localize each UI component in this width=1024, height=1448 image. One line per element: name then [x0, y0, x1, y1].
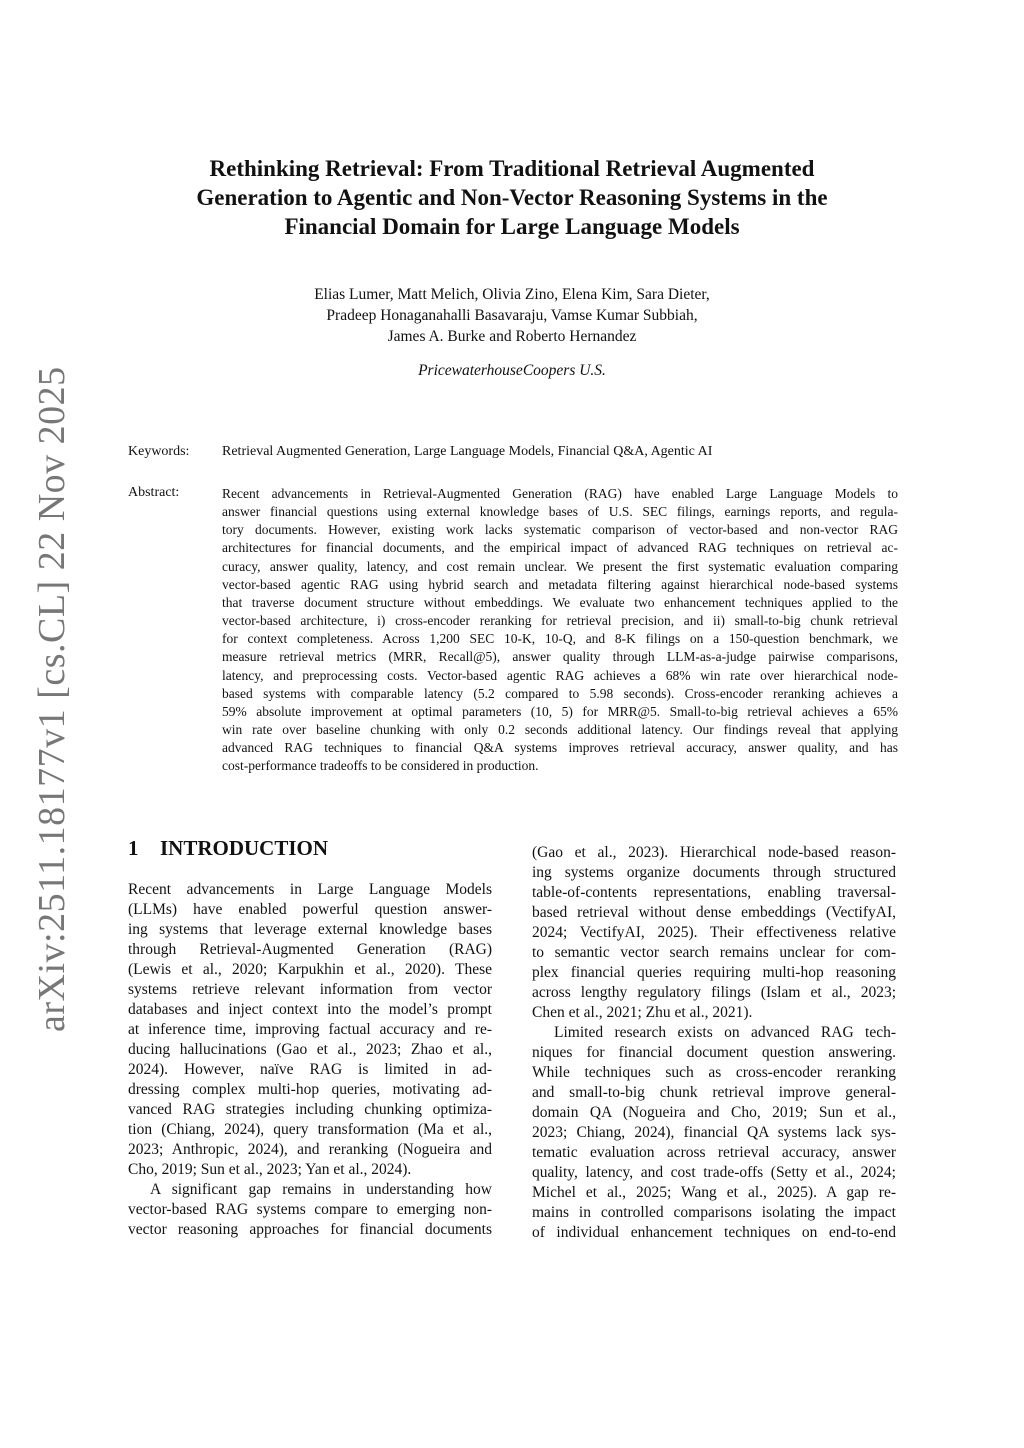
body-line: Michel et al., 2025; Wang et al., 2025). A gap re-: [532, 1184, 896, 1201]
body-line: vector reasoning approaches for financial documents: [128, 1221, 492, 1238]
body-line: Chen et al., 2021; Zhu et al., 2021).: [532, 1004, 753, 1021]
author-line: Pradeep Honaganahalli Basavaraju, Vamse Kumar Subbiah,: [326, 307, 698, 324]
title-line: Rethinking Retrieval: From Traditional Retrieval Augmented: [209, 156, 815, 181]
body-line: 2024). However, naïve RAG is limited in ad-: [128, 1061, 492, 1078]
keywords-label: Keywords:: [128, 444, 190, 459]
right-column: [532, 843, 896, 1243]
body-line: 2023; Chiang, 2024), financial QA systems lack sys-: [532, 1124, 896, 1141]
body-line: systems retrieve relevant information from vector: [128, 981, 492, 998]
abstract-line: 59% absolute improvement at optimal parameters (10, 5) for MRR@5. Small-to-big retrieval achieves a 65%: [222, 703, 898, 719]
paper-title: [150, 154, 874, 241]
body-line: across lengthy regulatory filings (Islam et al., 2023;: [532, 984, 896, 1001]
abstract-line: measure retrieval metrics (MRR, Recall@5), answer quality through LLM-as-a-judge pairwise comparisons,: [222, 649, 898, 665]
body-line: A significant gap remains in understanding how: [150, 1181, 492, 1198]
body-line: to semantic vector search remains unclear for com-: [532, 944, 896, 961]
body-line: Recent advancements in Large Language Models: [128, 881, 492, 898]
body-line: quality, latency, and cost trade-offs (Setty et al., 2024;: [532, 1164, 896, 1181]
author-list: [200, 284, 824, 347]
abstract-line: cost-performance tradeoffs to be considered in production.: [222, 758, 539, 774]
body-line: databases and inject context into the model’s prompt: [128, 1001, 492, 1018]
abstract-line: curacy, answer quality, latency, and cost remain unclear. We present the first systematic evaluation comparing: [222, 558, 898, 574]
body-line: While techniques such as cross-encoder reranking: [532, 1064, 896, 1081]
abstract-line: based systems with comparable latency (5.2 compared to 5.98 seconds). Cross-encoder reranking achieves a: [222, 685, 898, 701]
body-line: Limited research exists on advanced RAG tech-: [554, 1024, 896, 1041]
abstract-line: tory documents. However, existing work lacks systematic comparison of vector-based and non-vector RAG: [222, 522, 898, 538]
body-line: at inference time, improving factual accuracy and re-: [128, 1021, 492, 1038]
body-line: tion (Chiang, 2024), query transformation (Ma et al.,: [128, 1121, 492, 1138]
body-line: ing systems organize documents through structured: [532, 864, 896, 881]
body-line: 2023; Anthropic, 2024), and reranking (Nogueira and: [128, 1141, 492, 1158]
body-line: tematic evaluation across retrieval accuracy, answer: [532, 1144, 896, 1161]
abstract-line: vector-based agentic RAG using hybrid search and metadata filtering against hierarchical node-based systems: [222, 576, 898, 592]
abstract-line: answer financial questions using external knowledge bases of U.S. SEC filings, earnings reports, and regula-: [222, 504, 898, 520]
body-line: (LLMs) have enabled powerful question answer-: [128, 901, 492, 918]
body-line: domain QA (Nogueira and Cho, 2019; Sun et al.,: [532, 1104, 896, 1121]
abstract-line: latency, and preprocessing costs. Vector-based agentic RAG achieves a 68% win rate over hierarchical node-: [222, 667, 898, 683]
abstract-line: advanced RAG techniques to financial Q&A systems improves retrieval accuracy, answer quality, and has: [222, 740, 898, 756]
author-line: Elias Lumer, Matt Melich, Olivia Zino, Elena Kim, Sara Dieter,: [314, 286, 710, 303]
body-line: mains in controlled comparisons isolating the impact: [532, 1204, 896, 1221]
body-line: dressing complex multi-hop queries, motivating ad-: [128, 1081, 492, 1098]
abstract-label: Abstract:: [128, 485, 180, 500]
abstract-line: for context completeness. Across 1,200 SEC 10-K, 10-Q, and 8-K filings on a 150-question benchmark, we: [222, 631, 898, 647]
section-heading: [128, 836, 328, 861]
body-line: vector-based RAG systems compare to emerging non-: [128, 1201, 492, 1218]
arxiv-identifier: arXiv:2511.18177v1 [cs.CL] 22 Nov 2025: [31, 366, 73, 1032]
body-line: through Retrieval-Augmented Generation (RAG): [128, 941, 492, 958]
body-line: plex financial queries requiring multi-hop reasoning: [532, 964, 896, 981]
body-line: niques for financial document question answering.: [532, 1044, 896, 1061]
body-line: ducing hallucinations (Gao et al., 2023; Zhao et al.,: [128, 1041, 492, 1058]
body-line: based retrieval without dense embeddings (VectifyAI,: [532, 904, 896, 921]
abstract-line: win rate over baseline chunking with only 0.2 seconds additional latency. Our findings reveal that applying: [222, 722, 898, 738]
left-column: [128, 880, 492, 1240]
body-line: (Lewis et al., 2020; Karpukhin et al., 2020). These: [128, 961, 492, 978]
abstract-line: that traverse document structure without embeddings. We evaluate two enhancement techniques applied to the: [222, 594, 898, 610]
body-line: vanced RAG strategies including chunking optimiza-: [128, 1101, 492, 1118]
abstract-line: vector-based architecture, i) cross-encoder reranking for retrieval precision, and ii) small-to-big chunk retrieval: [222, 613, 898, 629]
keywords-text: Retrieval Augmented Generation, Large Language Models, Financial Q&A, Agentic AI: [222, 444, 713, 459]
author-line: James A. Burke and Roberto Hernandez: [387, 328, 637, 345]
abstract-line: architectures for financial documents, and the empirical impact of advanced RAG techniques on retrieval ac-: [222, 540, 898, 556]
body-line: of individual enhancement techniques on end-to-end: [532, 1224, 896, 1241]
affiliation: PricewaterhouseCoopers U.S.: [418, 362, 606, 379]
abstract-line: Recent advancements in Retrieval-Augmented Generation (RAG) have enabled Large Language Models to: [222, 486, 898, 501]
body-line: and small-to-big chunk retrieval improve general-: [532, 1084, 896, 1101]
abstract-body: [222, 485, 898, 776]
body-line: table-of-contents representations, enabling traversal-: [532, 884, 896, 901]
body-line: 2024; VectifyAI, 2025). Their effectiveness relative: [532, 924, 896, 941]
section-title: INTRODUCTION: [160, 836, 329, 860]
body-line: (Gao et al., 2023). Hierarchical node-based reason-: [532, 844, 896, 861]
body-line: ing systems that leverage external knowledge bases: [128, 921, 492, 938]
title-line: Financial Domain for Large Language Models: [284, 214, 740, 239]
body-line: Cho, 2019; Sun et al., 2023; Yan et al., 2024).: [128, 1161, 412, 1178]
section-number: 1: [128, 836, 139, 860]
title-line: Generation to Agentic and Non-Vector Reasoning Systems in the: [196, 185, 828, 210]
